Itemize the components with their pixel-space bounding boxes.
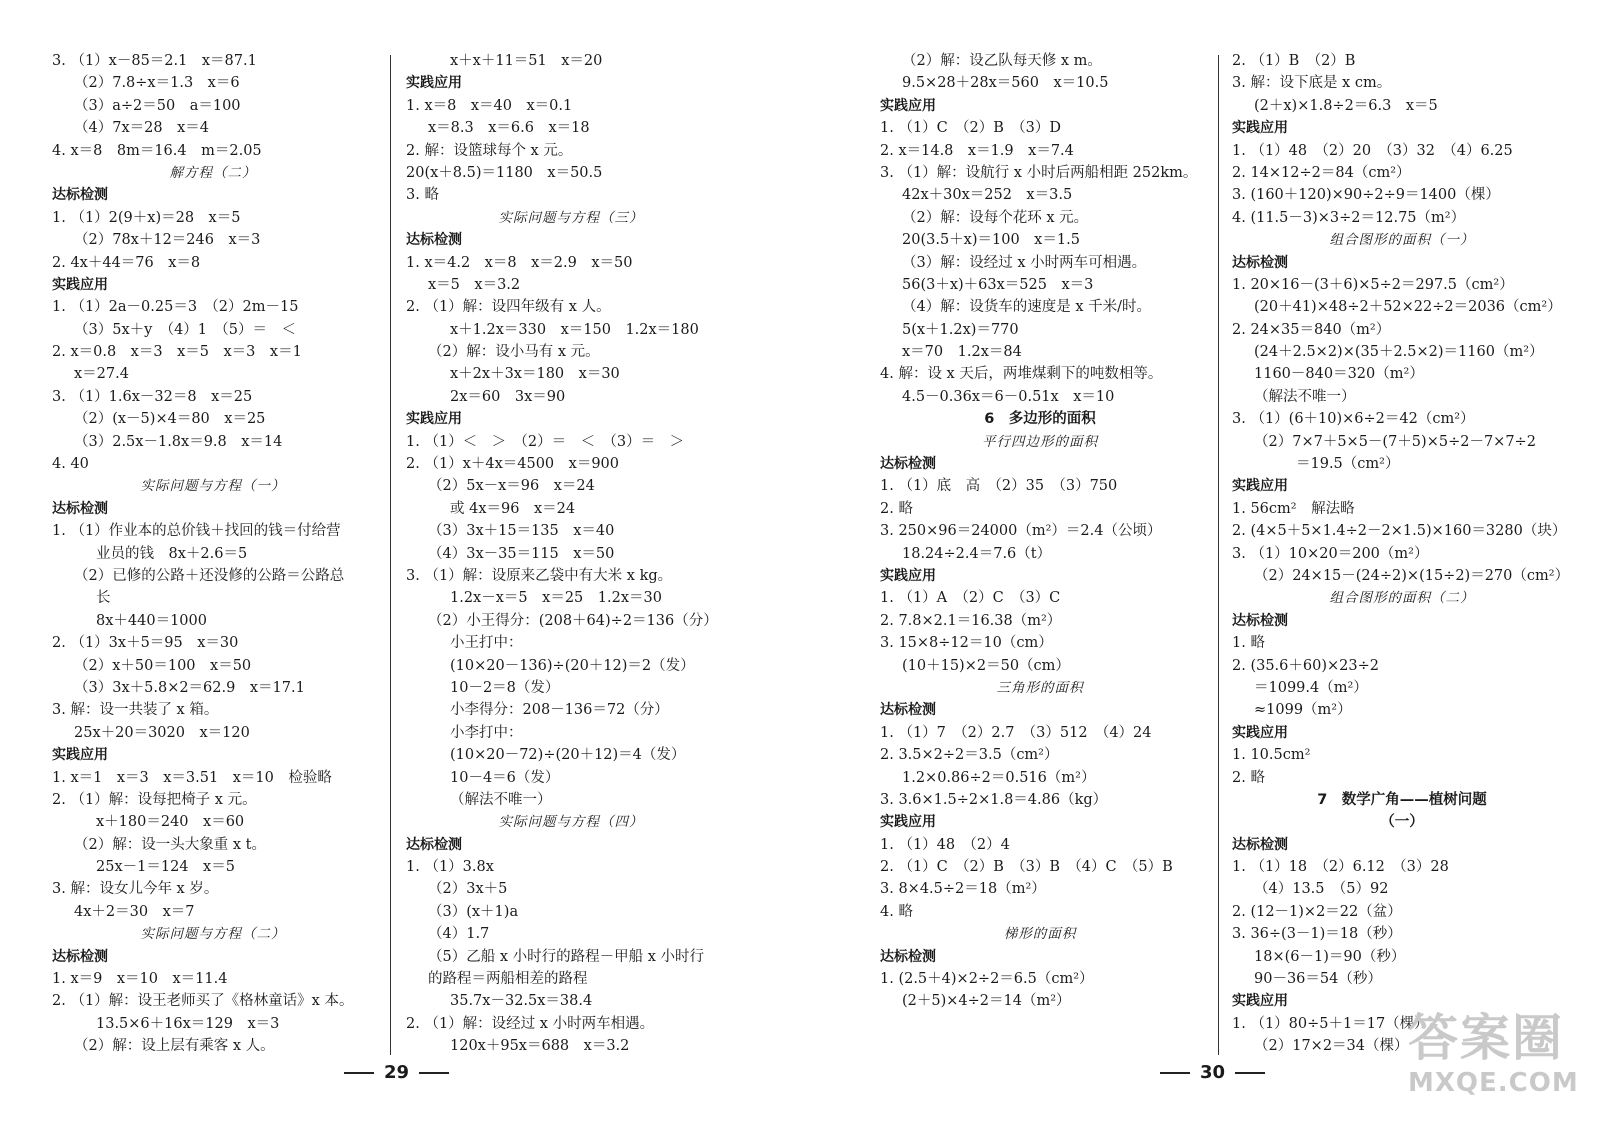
dash-decoration — [344, 1072, 374, 1074]
answer-line: 20(x＋8.5)＝1180 x＝50.5 — [406, 164, 603, 181]
section-heading: 实践应用 — [1232, 120, 1288, 137]
answer-line: （2）小王得分：(208＋64)÷2＝136（分） — [428, 612, 718, 629]
answer-line: (24＋2.5×2)×(35＋2.5×2)＝1160（m²） — [1254, 344, 1544, 361]
topic-title: 实际问题与方程（一） — [140, 478, 286, 495]
answer-line: 1. （1）80÷5＋1＝17（棵） — [1232, 1015, 1429, 1032]
answer-line: （2）7.8÷x＝1.3 x＝6 — [74, 75, 240, 92]
answer-line: （4）解：设货车的速度是 x 千米/时。 — [902, 299, 1152, 316]
answer-line: x＝27.4 — [74, 366, 129, 383]
answer-line: 1. （1）7 （2）2.7 （3）512 （4）24 — [880, 724, 1152, 741]
section-heading: 实践应用 — [406, 411, 462, 428]
answer-line: 2. 略 — [880, 500, 913, 517]
answer-line: 18.24÷2.4＝7.6（t） — [902, 545, 1052, 562]
answer-line: 18×(6－1)＝90（秒） — [1254, 948, 1406, 965]
answer-line: （2）解：设上层有乘客 x 人。 — [74, 1038, 275, 1055]
answer-line: 4. 解：设 x 天后，两堆煤剩下的吨数相等。 — [880, 366, 1163, 383]
topic-title: 7 数学广角——植树问题 — [1317, 791, 1487, 808]
answer-line: 2. (12－1)×2＝22（盆） — [1232, 903, 1402, 920]
page-number-left — [334, 1062, 459, 1083]
answer-line: 4. 略 — [880, 903, 913, 920]
section-heading: 实践应用 — [52, 276, 108, 293]
answer-line: x＋1.2x＝330 x＝150 1.2x＝180 — [450, 321, 699, 338]
topic-title: 解方程（二） — [169, 164, 257, 181]
watermark-logo — [1408, 1008, 1588, 1118]
answer-line: 3. 15×8÷12＝10（cm） — [880, 635, 1053, 652]
answer-line: x＝70 1.2x＝84 — [902, 344, 1022, 361]
answer-line: 1. （1）2a－0.25＝3 （2）2m－15 — [52, 299, 299, 316]
answer-line: (2＋x)×1.8÷2＝6.3 x＝5 — [1254, 97, 1438, 114]
topic-title: 实际问题与方程（二） — [140, 926, 286, 943]
answer-line: （2）解：设一头大象重 x t。 — [74, 836, 266, 853]
answer-line: ＝19.5（cm²） — [1296, 456, 1400, 473]
answer-line: 120x＋95x＝688 x＝3.2 — [450, 1038, 630, 1055]
answer-line: (10×20－136)÷(20＋12)＝2（发） — [450, 657, 695, 674]
answer-line: 3. （1）解：设航行 x 小时后两船相距 252km。 — [880, 164, 1198, 181]
answer-line: 1. x＝1 x＝3 x＝3.51 x＝10 检验略 — [52, 769, 332, 786]
answer-line: 小李打中： — [450, 724, 523, 741]
column-divider-left — [390, 55, 391, 1055]
watermark-site-text: MXQE.COM — [1408, 1068, 1579, 1098]
answer-line: 3. （1）10×20＝200（m²） — [1232, 545, 1429, 562]
answer-line: 4. x＝8 8m＝16.4 m＝2.05 — [52, 142, 262, 159]
section-heading: 实践应用 — [880, 567, 936, 584]
answer-line: 4x＋2＝30 x＝7 — [74, 903, 195, 920]
answer-line: x＝5 x＝3.2 — [428, 276, 521, 293]
answer-line: 3. 解：设一共装了 x 箱。 — [52, 702, 219, 719]
answer-line: 1160－840＝320（m²） — [1254, 366, 1424, 383]
topic-title: 实际问题与方程（三） — [498, 209, 644, 226]
topic-title: 组合图形的面积（一） — [1329, 232, 1475, 249]
answer-line: 2. （1）C （2）B （3）B （4）C （5）B — [880, 859, 1173, 876]
answer-line: 2. （1）解：设四年级有 x 人。 — [406, 299, 611, 316]
answer-line: 35.7x－32.5x＝38.4 — [450, 993, 593, 1010]
section-heading: 达标检测 — [52, 500, 108, 517]
answer-line: 3. （1）1.6x－32＝8 x＝25 — [52, 388, 253, 405]
answer-line: 5(x＋1.2x)＝770 — [902, 321, 1019, 338]
answer-line: x＋2x＋3x＝180 x＝30 — [450, 366, 620, 383]
page-number-text: 30 — [1200, 1062, 1226, 1083]
section-heading: 达标检测 — [1232, 612, 1288, 629]
answer-line: 小李得分：208－136＝72（分） — [450, 702, 669, 719]
section-heading: 达标检测 — [880, 948, 936, 965]
answer-line: （3）(x＋1)a — [428, 903, 519, 920]
dash-decoration — [1235, 1072, 1265, 1074]
answer-line: 1. （1）底 高 （2）35 （3）750 — [880, 478, 1118, 495]
answer-line: (20＋41)×48÷2＋52×22÷2＝2036（cm²） — [1254, 299, 1562, 316]
answer-line: 2. (35.6＋60)×23÷2 — [1232, 657, 1379, 674]
answer-line: 或 4x＝96 x＝24 — [450, 500, 576, 517]
answer-line: 2. (4×5＋5×1.4÷2－2×1.5)×160＝3280（块） — [1232, 523, 1567, 540]
answer-line: 2. （1）B （2）B — [1232, 53, 1356, 69]
answer-line: （3）5x＋y （4）1 （5）＝ ＜ — [74, 321, 296, 338]
answer-line: 4. 40 — [52, 456, 89, 473]
answer-line: 1.2×0.86÷2＝0.516（m²） — [902, 769, 1096, 786]
answer-column-4 — [1232, 50, 1572, 1058]
answer-line: 1. 略 — [1232, 635, 1265, 652]
answer-line: 2. 3.5×2÷2＝3.5（cm²） — [880, 747, 1059, 764]
answer-line: （3）a÷2＝50 a＝100 — [74, 97, 241, 114]
answer-line: （2）3x＋5 — [428, 881, 508, 898]
answer-line: 长 — [96, 590, 111, 607]
answer-line: 1. 10.5cm² — [1232, 747, 1311, 764]
answer-line: 3. 250×96＝24000（m²）＝2.4（公顷） — [880, 523, 1162, 540]
section-heading: 实践应用 — [880, 97, 936, 114]
answer-line: 3. 36÷(3－1)＝18（秒） — [1232, 926, 1402, 943]
answer-line: 56(3＋x)＋63x＝525 x＝3 — [902, 276, 1094, 293]
answer-line: 2. x＝14.8 x＝1.9 x＝7.4 — [880, 142, 1074, 159]
answer-line: （解法不唯一） — [1254, 388, 1356, 405]
answer-line: 2. （1）解：设王老师买了《格林童话》x 本。 — [52, 993, 354, 1010]
answer-line: 9.5×28＋28x＝560 x＝10.5 — [902, 75, 1109, 92]
page-number-right — [1150, 1062, 1275, 1083]
answer-line: 2x＝60 3x＝90 — [450, 388, 566, 405]
answer-line: （2）x＋50＝100 x＝50 — [74, 657, 252, 674]
answer-line: x＋x＋11＝51 x＝20 — [450, 53, 603, 69]
answer-line: 20(3.5＋x)＝100 x＝1.5 — [902, 232, 1080, 249]
column-divider-right — [1218, 55, 1219, 1055]
section-heading: 达标检测 — [1232, 836, 1288, 853]
answer-line: （2）17×2＝34（棵） — [1254, 1038, 1409, 1055]
answer-line: （4）13.5 （5）92 — [1254, 881, 1389, 898]
answer-line: 1. （1）48 （2）20 （3）32 （4）6.25 — [1232, 142, 1513, 159]
answer-line: 1. （1）A （2）C （3）C — [880, 590, 1061, 607]
answer-column-2 — [406, 50, 736, 1058]
answer-line: 3. （1）解：设原来乙袋中有大米 x kg。 — [406, 567, 673, 584]
dash-decoration — [419, 1072, 449, 1074]
answer-line: 2. （1）解：设每把椅子 x 元。 — [52, 791, 257, 808]
section-heading: 达标检测 — [52, 187, 108, 204]
answer-line: 1. 56cm² 解法略 — [1232, 500, 1355, 517]
section-heading: 实践应用 — [880, 814, 936, 831]
answer-line: x＋180＝240 x＝60 — [96, 814, 245, 831]
answer-line: 2. （1）解：设经过 x 小时两车相遇。 — [406, 1015, 655, 1032]
answer-line: 2. （1）3x＋5＝95 x＝30 — [52, 635, 239, 652]
answer-line: 42x＋30x＝252 x＝3.5 — [902, 187, 1073, 204]
answer-line: （2）(x－5)×4＝80 x＝25 — [74, 411, 266, 428]
topic-title: 三角形的面积 — [996, 679, 1084, 696]
answer-line: 1. （1）＜ ＞ （2）＝ ＜ （3）＝ ＞ — [406, 433, 685, 450]
answer-line: （2）已修的公路＋还没修的公路＝公路总 — [74, 567, 345, 584]
answer-line: （4）7x＝28 x＝4 — [74, 120, 209, 137]
answer-line: 3. (160＋120)×90÷2÷9＝1400（棵） — [1232, 187, 1500, 204]
answer-line: 业员的钱 8x＋2.6＝5 — [96, 545, 248, 562]
answer-column-3 — [880, 50, 1200, 1013]
answer-line: （3）2.5x－1.8x＝9.8 x＝14 — [74, 433, 283, 450]
watermark-main-text: 答案圈 — [1408, 1009, 1564, 1067]
answer-line: （5）乙船 x 小时行的路程－甲船 x 小时行 — [428, 948, 705, 965]
section-heading: 实践应用 — [1232, 478, 1288, 495]
answer-line: 3. 解：设下底是 x cm。 — [1232, 75, 1392, 92]
section-heading: 达标检测 — [1232, 254, 1288, 271]
section-heading: 达标检测 — [406, 836, 462, 853]
answer-line: 4. (11.5－3)×3÷2＝12.75（m²） — [1232, 209, 1466, 226]
answer-line: 2. （1）x＋4x＝4500 x＝900 — [406, 456, 620, 473]
answer-line: 1. （1）3.8x — [406, 859, 494, 876]
answer-line: 8x＋440＝1000 — [96, 612, 207, 629]
answer-line: 的路程＝两船相差的路程 — [428, 971, 588, 988]
answer-line: 1. (2.5＋4)×2÷2＝6.5（cm²） — [880, 971, 1094, 988]
answer-line: 1. （1）48 （2）4 — [880, 836, 1010, 853]
answer-line: (10×20－72)÷(20＋12)＝4（发） — [450, 747, 686, 764]
answer-line: 3. 略 — [406, 187, 439, 204]
answer-line: 25x＋20＝3020 x＝120 — [74, 724, 250, 741]
answer-line: x＝8.3 x＝6.6 x＝18 — [428, 120, 590, 137]
answer-line: 2. 7.8×2.1＝16.38（m²） — [880, 612, 1062, 629]
answer-line: 1. （1）2(9＋x)＝28 x＝5 — [52, 209, 241, 226]
answer-line: （2）78x＋12＝246 x＝3 — [74, 232, 261, 249]
answer-line: 25x－1＝124 x＝5 — [96, 859, 235, 876]
section-heading: 达标检测 — [52, 948, 108, 965]
answer-line: 1. （1）作业本的总价钱＋找回的钱＝付给营 — [52, 523, 341, 540]
topic-title: （一） — [1380, 814, 1424, 831]
dash-decoration — [1160, 1072, 1190, 1074]
section-heading: 达标检测 — [406, 232, 462, 249]
answer-line: （2）解：设每个花环 x 元。 — [902, 209, 1089, 226]
answer-line: （2）解：设小马有 x 元。 — [428, 344, 600, 361]
answer-line: 10－4＝6（发） — [450, 769, 560, 786]
topic-title: 平行四边形的面积 — [982, 433, 1098, 450]
answer-line: 3. （1）(6＋10)×6÷2＝42（cm²） — [1232, 411, 1475, 428]
answer-line: 2. x＝0.8 x＝3 x＝5 x＝3 x＝1 — [52, 344, 302, 361]
answer-column-1 — [52, 50, 374, 1058]
topic-title: 组合图形的面积（二） — [1329, 590, 1475, 607]
answer-line: ≈1099（m²） — [1254, 702, 1352, 719]
section-heading: 达标检测 — [880, 456, 936, 473]
answer-line: 2. 24×35＝840（m²） — [1232, 321, 1391, 338]
answer-line: （解法不唯一） — [450, 791, 552, 808]
section-heading: 实践应用 — [406, 75, 462, 92]
answer-line: （2）7×7＋5×5－(7＋5)×5÷2－7×7÷2 — [1254, 433, 1536, 450]
answer-line: （4）3x－35＝115 x＝50 — [428, 545, 615, 562]
answer-line: 2. 略 — [1232, 769, 1265, 786]
answer-line: (2＋5)×4÷2＝14（m²） — [902, 993, 1071, 1010]
answer-line: （3）3x＋15＝135 x＝40 — [428, 523, 615, 540]
topic-title: 6 多边形的面积 — [984, 411, 1096, 428]
answer-line: 3. 解：设女儿今年 x 岁。 — [52, 881, 219, 898]
answer-line: 10－2＝8（发） — [450, 679, 560, 696]
answer-line: 2. 解：设篮球每个 x 元。 — [406, 142, 573, 159]
answer-line: 小王打中： — [450, 635, 523, 652]
section-heading: 实践应用 — [1232, 724, 1288, 741]
page-number-text: 29 — [384, 1062, 410, 1083]
answer-line: 1. x＝4.2 x＝8 x＝2.9 x＝50 — [406, 254, 633, 271]
answer-line: ＝1099.4（m²） — [1254, 679, 1368, 696]
answer-line: 1. （1）C （2）B （3）D — [880, 120, 1061, 137]
answer-line: 4.5－0.36x＝6－0.51x x＝10 — [902, 388, 1115, 405]
answer-line: （2）5x－x＝96 x＝24 — [428, 478, 595, 495]
answer-line: 90－36＝54（秒） — [1254, 971, 1382, 988]
section-heading: 达标检测 — [880, 702, 936, 719]
answer-line: （2）24×15－(24÷2)×(15÷2)＝270（cm²） — [1254, 567, 1570, 584]
answer-line: (10＋15)×2＝50（cm） — [902, 657, 1070, 674]
section-heading: 实践应用 — [52, 747, 108, 764]
answer-line: 2. 14×12÷2＝84（cm²） — [1232, 164, 1411, 181]
answer-line: 3. （1）x－85＝2.1 x＝87.1 — [52, 53, 257, 69]
answer-line: 13.5×6＋16x＝129 x＝3 — [96, 1015, 280, 1032]
answer-line: 1. x＝8 x＝40 x＝0.1 — [406, 97, 573, 114]
answer-line: （3）3x＋5.8×2＝62.9 x＝17.1 — [74, 679, 305, 696]
answer-line: （4）1.7 — [428, 926, 490, 943]
answer-line: 1.2x－x＝5 x＝25 1.2x＝30 — [450, 590, 662, 607]
answer-line: （2）解：设乙队每天修 x m。 — [902, 53, 1102, 69]
answer-line: 3. 8×4.5÷2＝18（m²） — [880, 881, 1046, 898]
answer-line: （3）解：设经过 x 小时两车可相遇。 — [902, 254, 1147, 271]
topic-title: 梯形的面积 — [1003, 926, 1077, 943]
answer-line: 3. 3.6×1.5÷2×1.8＝4.86（kg） — [880, 791, 1108, 808]
topic-title: 实际问题与方程（四） — [498, 814, 644, 831]
answer-line: 1. x＝9 x＝10 x＝11.4 — [52, 971, 228, 988]
section-heading: 实践应用 — [1232, 993, 1288, 1010]
answer-line: 2. 4x＋44＝76 x＝8 — [52, 254, 201, 271]
answer-line: 1. 20×16－(3＋6)×5÷2＝297.5（cm²） — [1232, 276, 1514, 293]
answer-line: 1. （1）18 （2）6.12 （3）28 — [1232, 859, 1449, 876]
